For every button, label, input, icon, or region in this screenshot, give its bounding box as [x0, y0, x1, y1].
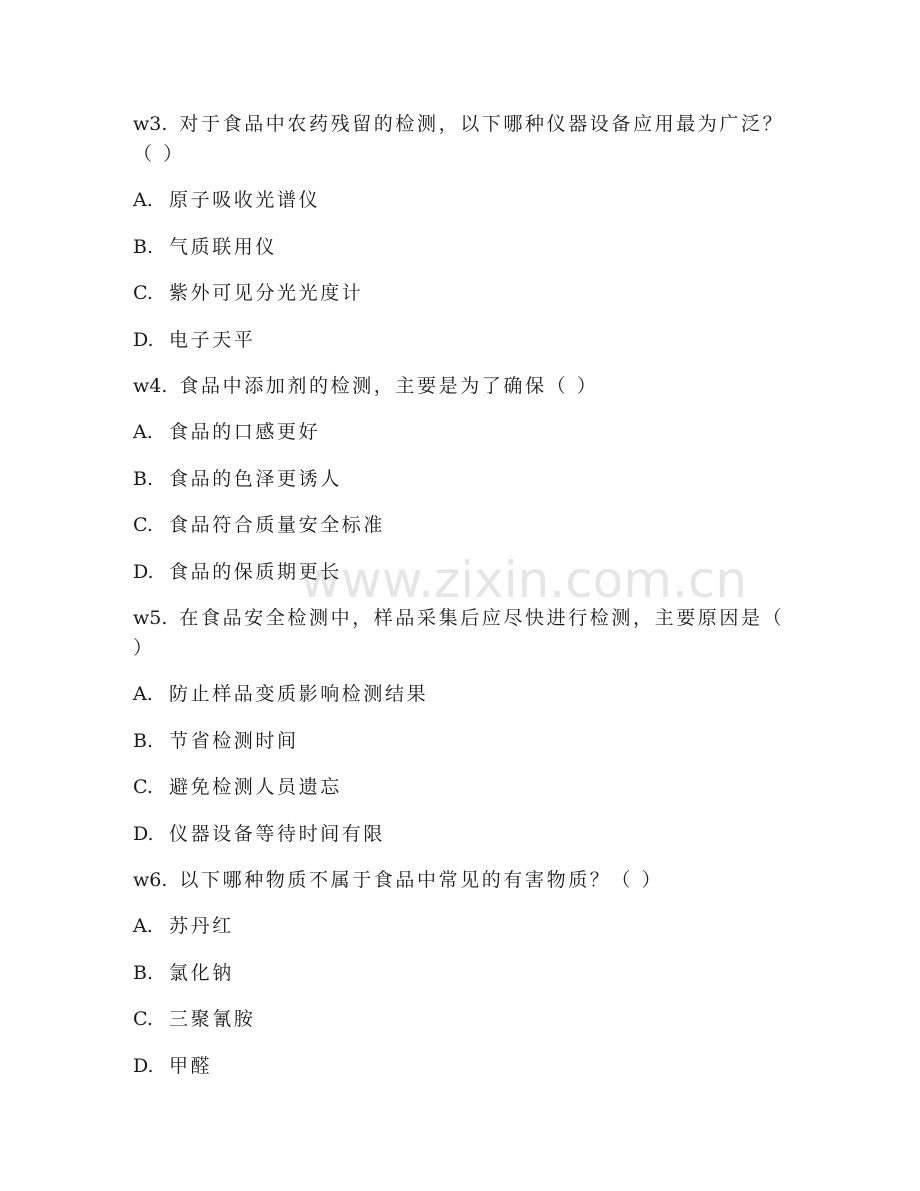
- option-w3-d: [133, 328, 255, 352]
- option-text: 食品的保质期更长: [169, 561, 342, 583]
- option-text: 食品的色泽更诱人: [169, 468, 342, 490]
- option-letter: C.: [133, 282, 153, 304]
- option-text: 苏丹红: [169, 915, 234, 937]
- question-number: w4.: [133, 375, 168, 397]
- option-text: 食品的口感更好: [169, 421, 321, 443]
- option-text: 紫外可见分光光度计: [169, 282, 364, 304]
- option-w6-d: [133, 1054, 212, 1078]
- option-letter: D.: [133, 823, 154, 845]
- option-w5-c: [133, 775, 342, 799]
- option-w5-a: [133, 682, 428, 706]
- option-letter: A.: [133, 421, 153, 443]
- option-letter: B.: [133, 730, 154, 752]
- option-w3-c: [133, 281, 363, 305]
- option-letter: C.: [133, 514, 153, 536]
- question-text: 以下哪种物质不属于食品中常见的有害物质？（ ）: [179, 869, 664, 891]
- option-w5-d: [133, 822, 385, 846]
- option-text: 电子天平: [169, 329, 256, 351]
- question-text: 对于食品中农药残留的检测，以下哪种仪器设备应用最为广泛？: [179, 113, 785, 135]
- option-letter: D.: [133, 561, 154, 583]
- option-letter: C.: [133, 1008, 153, 1030]
- option-w5-b: [133, 729, 299, 753]
- option-w4-c: [133, 513, 385, 537]
- option-text: 防止样品变质影响检测结果: [169, 683, 429, 705]
- option-text: 氯化钠: [169, 962, 234, 984]
- option-w6-c: [133, 1007, 255, 1031]
- option-letter: B.: [133, 236, 154, 258]
- question-w4-stem: [133, 374, 598, 398]
- option-letter: B.: [133, 962, 154, 984]
- question-w3-stem: [133, 112, 784, 136]
- question-w6-stem: [133, 868, 663, 892]
- option-letter: C.: [133, 776, 153, 798]
- option-text: 仪器设备等待时间有限: [169, 823, 386, 845]
- option-letter: A.: [133, 683, 153, 705]
- question-text: 食品中添加剂的检测，主要是为了确保（ ）: [179, 375, 599, 397]
- option-text: 食品符合质量安全标准: [169, 514, 386, 536]
- option-text: 甲醛: [169, 1055, 213, 1077]
- option-w4-a: [133, 420, 320, 444]
- option-w6-a: [133, 914, 234, 938]
- question-w3-stem-cont: （ ）: [133, 143, 185, 165]
- watermark: www.zixin.com.cn: [300, 551, 748, 609]
- option-text: 节省检测时间: [169, 730, 299, 752]
- question-number: w5.: [133, 607, 168, 629]
- option-text: 原子吸收光谱仪: [169, 189, 321, 211]
- question-w5-stem-cont: ）: [133, 637, 155, 659]
- option-text: 气质联用仪: [169, 236, 278, 258]
- option-text: 三聚氰胺: [169, 1008, 256, 1030]
- option-letter: A.: [133, 915, 153, 937]
- question-text: 在食品安全检测中，样品采集后应尽快进行检测，主要原因是（: [179, 607, 785, 629]
- option-w4-b: [133, 467, 342, 491]
- option-text: 避免检测人员遗忘: [169, 776, 342, 798]
- option-letter: D.: [133, 329, 154, 351]
- option-letter: A.: [133, 189, 153, 211]
- option-w6-b: [133, 961, 234, 985]
- option-letter: D.: [133, 1055, 154, 1077]
- option-letter: B.: [133, 468, 154, 490]
- option-w3-a: [133, 188, 320, 212]
- question-number: w3.: [133, 113, 168, 135]
- question-w5-stem: [133, 606, 784, 630]
- option-w3-b: [133, 235, 277, 259]
- question-number: w6.: [133, 869, 168, 891]
